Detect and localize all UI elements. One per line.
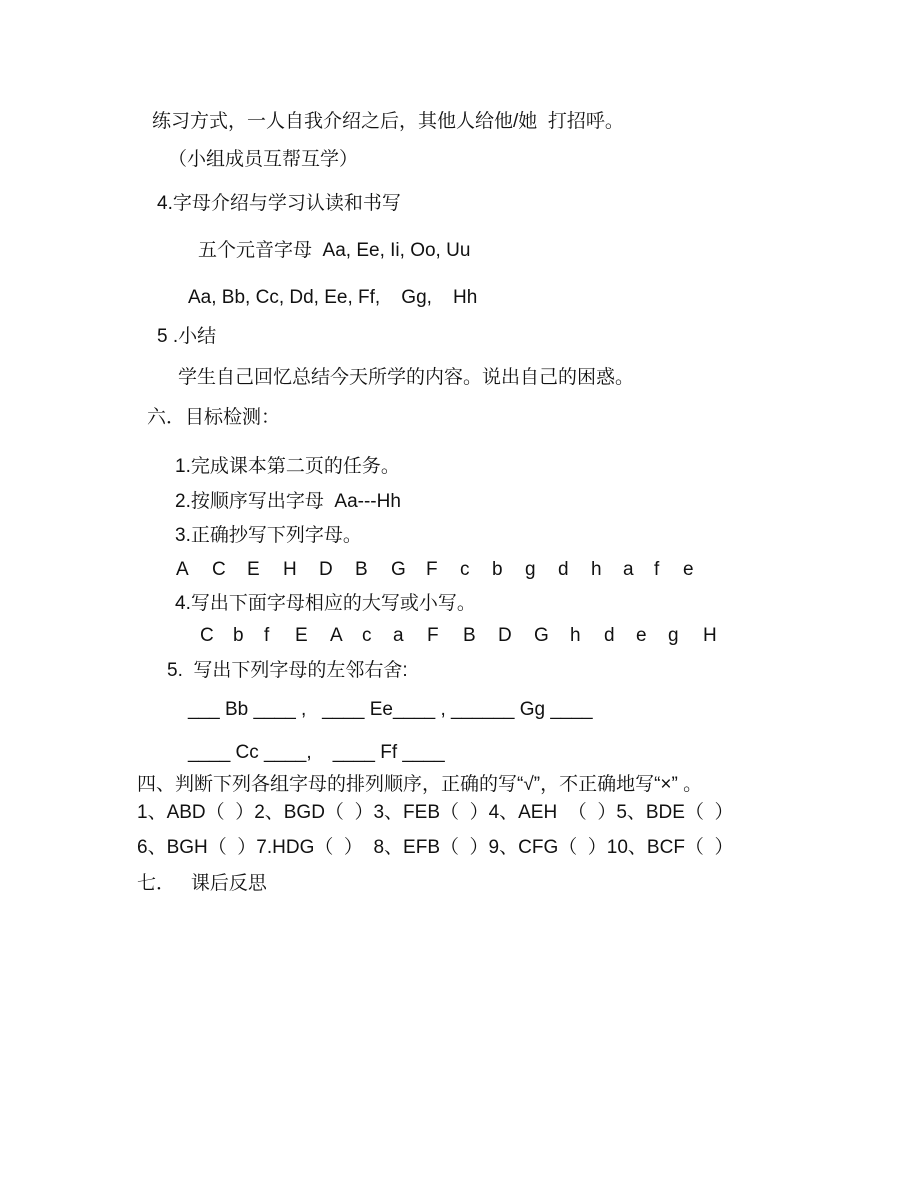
letter: f [654,559,660,580]
task-5: 5. 写出下列字母的左邻右舍: [167,660,408,681]
letter: F [426,559,438,580]
task-4: 4.写出下面字母相应的大写或小写。 [175,593,476,614]
letter: a [623,559,634,580]
order-items-row-1: 1、ABD（ ）2、BGD（ ）3、FEB（ ）4、AEH （ ）5、BDE（ ） [137,802,734,823]
letter: h [591,559,602,580]
letter: H [283,559,297,580]
group-help-note: （小组成员互帮互学） [168,149,359,170]
practice-method-text: 练习方式，一人自我介绍之后，其他人给他/她 打招呼。 [152,111,624,132]
letter: f [264,625,270,646]
letter: c [362,625,372,646]
letter: F [427,625,439,646]
section-4-heading: 4.字母介绍与学习认读和书写 [157,193,401,214]
vowels-line: 五个元音字母 Aa, Ee, Ii, Oo, Uu [198,240,471,261]
letter: C [200,625,214,646]
letter: A [330,625,343,646]
letters-aa-hh-line: Aa, Bb, Cc, Dd, Ee, Ff, Gg, Hh [188,287,478,308]
section-six-heading: 六．目标检测： [147,407,281,428]
letter: E [295,625,308,646]
letter: b [233,625,244,646]
order-items-row-2: 6、BGH（ ）7.HDG（ ） 8、EFB（ ）9、CFG（ ）10、BCF（ ） [137,837,734,858]
neighbors-line-1: ___ Bb ____ , ____ Ee____ , ______ Gg ____ [188,699,593,720]
letter: B [463,625,476,646]
section-four-heading: 四、判断下列各组字母的排列顺序，正确的写“√”，不正确地写“×” 。 [137,774,703,795]
task-1: 1.完成课本第二页的任务。 [175,456,400,477]
letter: b [492,559,503,580]
letter: g [668,625,679,646]
summary-text: 学生自己回忆总结今天所学的内容。说出自己的困惑。 [178,367,635,388]
letter: G [534,625,549,646]
letter: e [683,559,694,580]
letter: c [460,559,470,580]
letter: E [247,559,260,580]
letter: e [636,625,647,646]
letter: d [558,559,569,580]
letter: G [391,559,406,580]
letter: H [703,625,717,646]
task-3: 3.正确抄写下列字母。 [175,525,362,546]
letter: d [604,625,615,646]
letter: h [570,625,581,646]
letter: B [355,559,368,580]
task-2: 2.按顺序写出字母 Aa---Hh [175,491,401,512]
letter: g [525,559,536,580]
letter: D [498,625,512,646]
neighbors-line-2: ____ Cc ____, ____ Ff ____ [188,742,445,763]
letter: D [319,559,333,580]
section-5-heading: 5 .小结 [157,326,217,347]
letter: C [212,559,226,580]
letter: A [176,559,189,580]
letter: a [393,625,404,646]
section-seven-heading: 七． 课后反思 [137,873,267,894]
